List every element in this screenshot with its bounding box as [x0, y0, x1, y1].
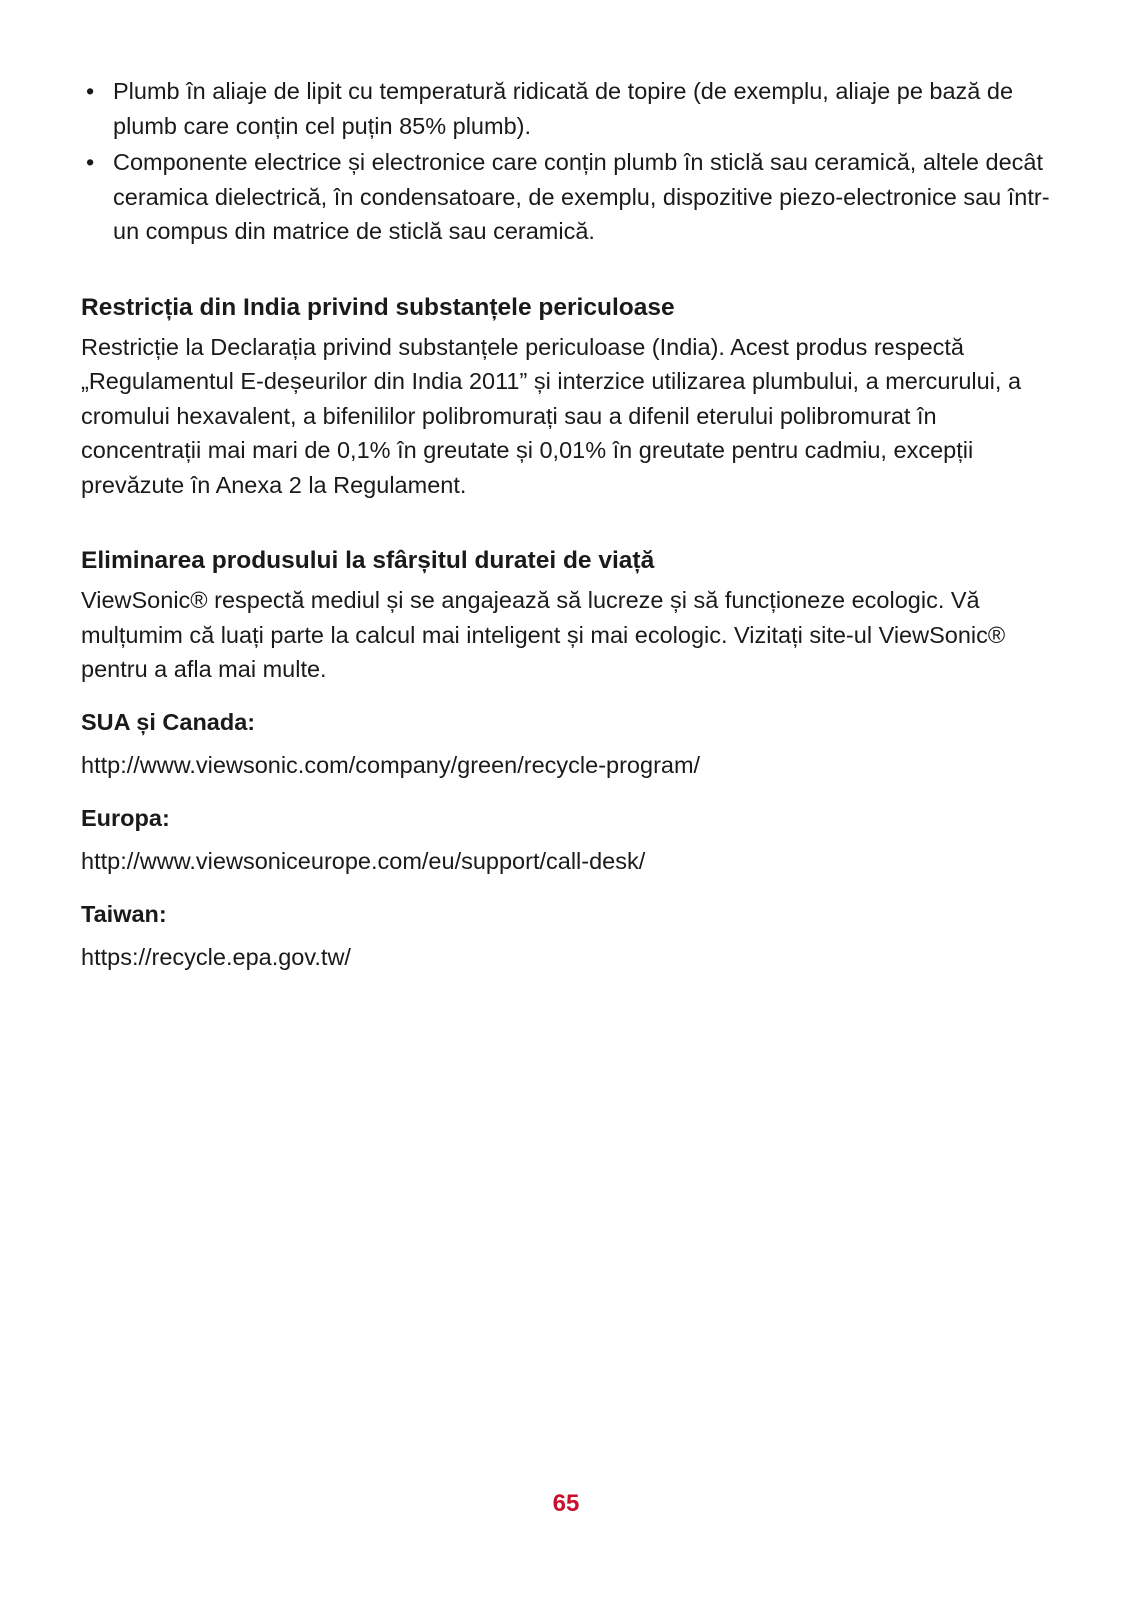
bullet-list: [81, 74, 1061, 249]
bullet-text: Componente electrice și electronice care conțin plumb în sticlă sau ceramică, altele decât ceramica dielectrică, în condensatoare, de exemplu, dispozitive piezo-electronice sau într-un compus din matrice de sticlă sau ceramică.: [113, 149, 1050, 244]
region-link-europe[interactable]: http://www.viewsoniceurope.com/eu/support/call-desk/: [81, 847, 646, 874]
bullet-icon: •: [86, 149, 95, 175]
region-link-usa-canada[interactable]: http://www.viewsonic.com/company/green/recycle-program/: [81, 751, 701, 778]
section-title-india-rohs: Restricția din India privind substanțele periculoase: [81, 293, 675, 321]
section-body-india-rohs: Restricție la Declarația privind substanțele periculoase (India). Acest produs respectă „Regulamentul E-deșeurilor din India 2011” și interzice utilizarea plumbului, a mercurului, a cromului hexavalent, a bifenililor polibromurați sau a difenil eterului polibromurat în concentrații mai mari de 0,1% în greutate și 0,01% în greutate pentru cadmiu, excepții prevăzute în Anexa 2 la Regulament.: [81, 333, 1022, 498]
bullet-text: Plumb în aliaje de lipit cu temperatură ridicată de topire (de exemplu, aliaje pe bază de plumb care conțin cel puțin 85% plumb).: [113, 78, 1014, 139]
region-label-taiwan: Taiwan:: [81, 900, 167, 927]
bullet-icon: •: [86, 78, 95, 104]
list-item: [81, 74, 1061, 143]
section-body-disposal: ViewSonic® respectă mediul și se angajează să lucreze și să funcționeze ecologic. Vă mulțumim că luați parte la calcul mai inteligent și mai ecologic. Vizitați site-ul ViewSonic® pentru a afla mai multe.: [81, 587, 1006, 682]
region-label-usa-canada: SUA și Canada:: [81, 708, 256, 735]
document-page: [81, 74, 1061, 974]
section-title-disposal: Eliminarea produsului la sfârșitul duratei de viață: [81, 547, 655, 574]
page-number: 65: [552, 1490, 580, 1517]
region-label-europe: Europa:: [81, 804, 170, 831]
region-link-taiwan[interactable]: https://recycle.epa.gov.tw/: [81, 943, 351, 970]
list-item: [81, 145, 1061, 249]
